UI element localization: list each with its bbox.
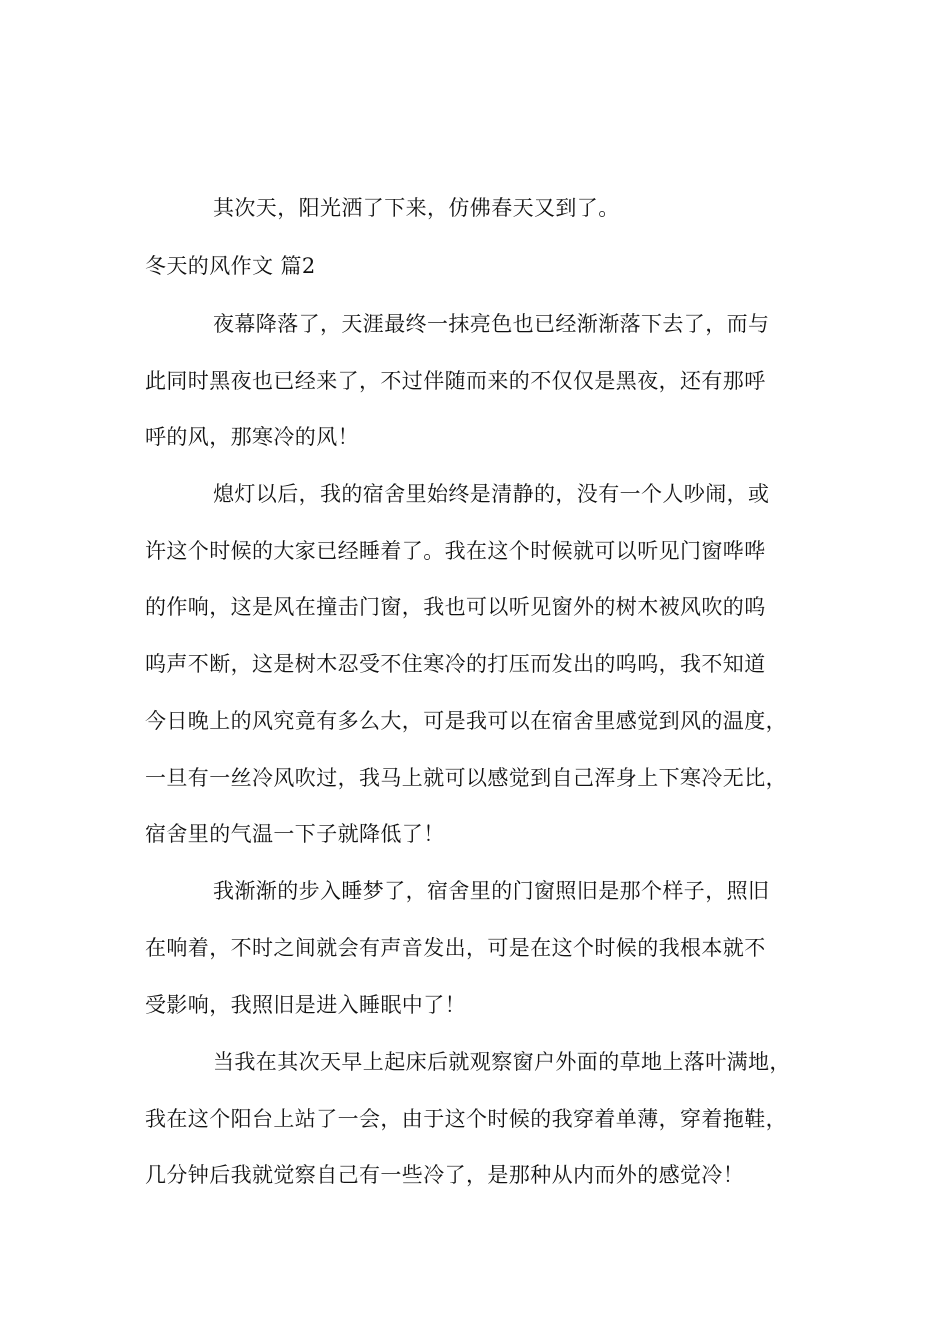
paragraph-line: 其次天，阳光洒了下来，仿佛春天又到了。 (213, 196, 620, 220)
paragraph-line: 在响着，不时之间就会有声音发出，可是在这个时候的我根本就不 (145, 936, 766, 960)
paragraph-line: 我在这个阳台上站了一会，由于这个时候的我穿着单薄，穿着拖鞋， (145, 1107, 787, 1131)
paragraph-line: 今日晚上的风究竟有多么大，可是我可以在宿舍里感觉到风的温度， (145, 709, 787, 733)
paragraph-line: 此同时黑夜也已经来了，不过伴随而来的不仅仅是黑夜，还有那呼 (145, 369, 766, 393)
paragraph-line: 的作响，这是风在撞击门窗，我也可以听见窗外的树木被风吹的呜 (145, 595, 766, 619)
paragraph-line: 一旦有一丝冷风吹过，我马上就可以感觉到自己浑身上下寒冷无比， (145, 766, 787, 790)
paragraph-line: 宿舍里的气温一下子就降低了！ (145, 822, 445, 846)
paragraph-line: 几分钟后我就觉察自己有一些冷了，是那种从内而外的感觉冷！ (145, 1163, 745, 1187)
paragraph-line: 许这个时候的大家已经睡着了。我在这个时候就可以听见门窗哗哗 (145, 539, 766, 563)
paragraph-line: 呜声不断，这是树木忍受不住寒冷的打压而发出的呜呜，我不知道 (145, 652, 766, 676)
paragraph-line: 当我在其次天早上起床后就观察窗户外面的草地上落叶满地， (213, 1050, 791, 1074)
paragraph-line: 夜幕降落了，天涯最终一抹亮色也已经渐渐落下去了，而与 (213, 312, 770, 336)
paragraph-line: 呼的风，那寒冷的风！ (145, 425, 359, 449)
paragraph-line: 熄灯以后，我的宿舍里始终是清静的，没有一个人吵闹，或 (213, 482, 770, 506)
paragraph-line: 受影响，我照旧是进入睡眠中了！ (145, 993, 466, 1017)
paragraph-line: 我渐渐的步入睡梦了，宿舍里的门窗照旧是那个样子，照旧 (213, 879, 770, 903)
section-heading: 冬天的风作文 篇2 (145, 254, 316, 278)
